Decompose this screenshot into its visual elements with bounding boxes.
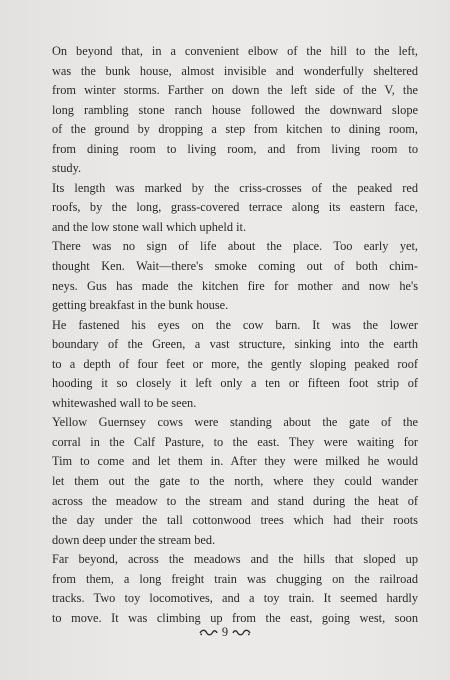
text-line: across the meadow to the stream and stand during the heat of	[52, 493, 418, 508]
text-line: to move. It was climbing up from the east, going west, soon	[52, 610, 418, 625]
text-line: to a depth of four feet or more, the gently sloping peaked roof	[52, 356, 418, 371]
body-text	[37, 42, 418, 628]
text-line: let them out the gate to the north, where they could wander	[52, 474, 418, 489]
paragraph	[37, 42, 418, 179]
text-line: Tim to come and let them in. After they were milked he would	[52, 454, 418, 469]
text-line: long rambling stone ranch house followed the downward slope	[52, 102, 418, 117]
page-folio	[0, 625, 450, 641]
text-line: hooding it so closely it left only a ten or fifteen foot strip of	[52, 376, 418, 391]
text-line: down deep under the stream bed.	[52, 532, 216, 547]
text-line: roofs, by the long, grass-covered terrace along its eastern face,	[52, 200, 418, 215]
text-line: neys. Gus has made the kitchen fire for mother and now he's	[52, 278, 418, 293]
text-line: from dining room to living room, and from living room to	[52, 141, 418, 156]
text-line: from them, a long freight train was chugging on the railroad	[52, 571, 418, 586]
left-swash-ornament-icon	[199, 629, 218, 637]
paragraph	[37, 550, 418, 628]
text-line: Yellow Guernsey cows were standing about the gate of the	[52, 415, 418, 430]
text-line: Its length was marked by the criss-crosses of the peaked red	[52, 180, 418, 195]
text-line: corral in the Calf Pasture, to the east. They were waiting for	[52, 434, 418, 449]
paragraph	[37, 179, 418, 238]
right-swash-ornament-icon	[232, 629, 251, 637]
page-number: 9	[221, 625, 229, 639]
text-line: tracks. Two toy locomotives, and a toy train. It seemed hardly	[52, 591, 418, 606]
text-line: getting breakfast in the bunk house.	[52, 298, 229, 313]
paragraph	[37, 237, 418, 315]
text-line: There was no sign of life about the place. Too early yet,	[52, 239, 418, 254]
text-line: and the low stone wall which upheld it.	[52, 219, 247, 234]
text-line: He fastened his eyes on the cow barn. It was the lower	[52, 317, 418, 332]
text-line: boundary of the Green, a vast structure, sinking into the earth	[52, 337, 418, 352]
text-line: Far beyond, across the meadows and the hills that sloped up	[52, 552, 418, 567]
text-line: whitewashed wall to be seen.	[52, 395, 197, 410]
text-line: of the ground by dropping a step from kitchen to dining room,	[52, 122, 418, 137]
text-line: thought Ken. Wait—there's smoke coming out of both chim-	[52, 259, 418, 274]
text-line: was the bunk house, almost invisible and wonderfully sheltered	[52, 63, 418, 78]
text-line: On beyond that, in a convenient elbow of the hill to the left,	[52, 44, 418, 58]
paragraph	[37, 413, 418, 550]
text-line: the day under the tall cottonwood trees which had their roots	[52, 513, 418, 528]
text-line: study.	[52, 161, 82, 176]
paragraph	[37, 316, 418, 414]
text-line: from winter storms. Farther on down the left side of the V, the	[52, 83, 418, 98]
